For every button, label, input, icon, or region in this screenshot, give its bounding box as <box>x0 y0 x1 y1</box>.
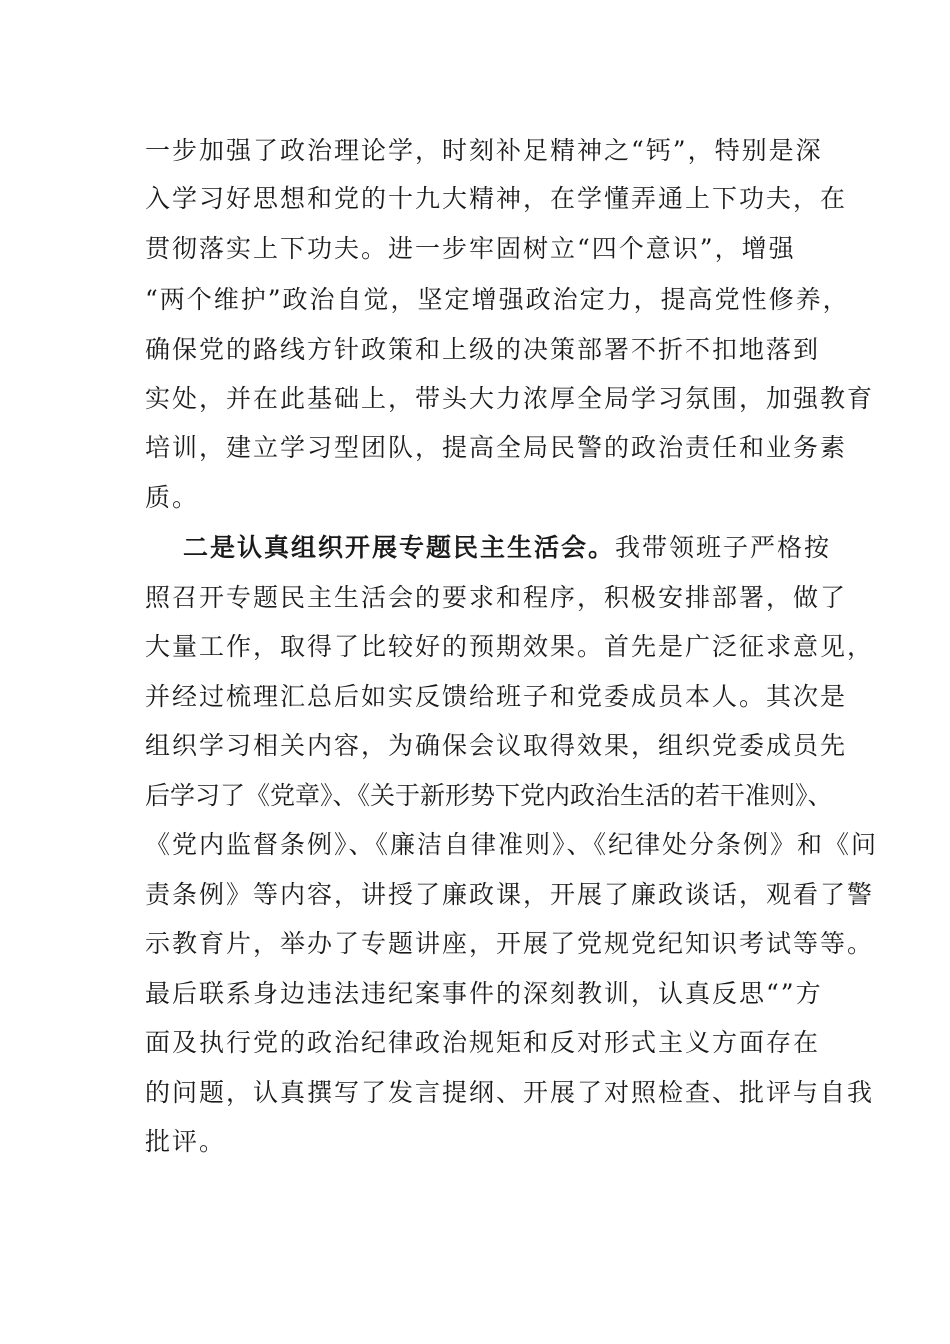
paragraph-2-line-5: 组织学习相关内容，为确保会议取得效果，组织党委成员先 <box>145 731 848 760</box>
paragraph-1-line-1: 一步加强了政治理论学，时刻补足精神之“钙”，特别是深 <box>145 136 823 165</box>
paragraph-2-line-11: 面及执行党的政治纪律政治规矩和反对形式主义方面存在 <box>145 1028 821 1057</box>
paragraph-1-line-5: 确保党的路线方针政策和上级的决策部署不折不扣地落到 <box>145 335 821 364</box>
paragraph-2-line-4: 并经过梳理汇总后如实反馈给班子和党委成员本人。其次是 <box>145 682 848 711</box>
paragraph-2-line-7: 《党内监督条例》、《廉洁自律准则》、《纪律处分条例》和《问 <box>145 830 879 859</box>
paragraph-1-line-4: “两个维护”政治自觉，坚定增强政治定力，提高党性修养， <box>145 285 850 314</box>
paragraph-2-line-8: 责条例》等内容，讲授了廉政课，开展了廉政谈话，观看了警 <box>145 880 875 909</box>
paragraph-2-line-13: 批评。 <box>145 1127 227 1156</box>
paragraph-2-first-line-rest: 我带领班子严格按 <box>615 533 832 562</box>
paragraph-1-line-3: 贯彻落实上下功夫。进一步牢固树立“四个意识”，增强 <box>145 234 796 263</box>
paragraph-1-line-6: 实处，并在此基础上，带头大力浓厚全局学习氛围，加强教育 <box>145 384 875 413</box>
paragraph-2-line-12: 的问题，认真撰写了发言提纲、开展了对照检查、批评与自我 <box>145 1078 875 1107</box>
paragraph-1-line-2: 入学习好思想和党的十九大精神，在学懂弄通上下功夫，在 <box>145 184 848 213</box>
paragraph-2-first-line <box>183 533 831 563</box>
paragraph-2-line-10: 最后联系身边违法违纪案事件的深刻教训，认真反思“”方 <box>145 979 823 1008</box>
paragraph-2-line-9: 示教育片，举办了专题讲座，开展了党规党纪知识考试等等。 <box>145 929 875 958</box>
paragraph-2-heading: 二是认真组织开展专题民主生活会。 <box>183 533 616 562</box>
paragraph-2-line-3: 大量工作，取得了比较好的预期效果。首先是广泛征求意见， <box>145 632 875 661</box>
paragraph-1-line-7: 培训，建立学习型团队，提高全局民警的政治责任和业务素 <box>145 433 848 462</box>
paragraph-2-line-6: 后学习了《党章》、《关于新形势下党内政治生活的若干准则》、 <box>145 781 833 810</box>
paragraph-2-line-2: 照召开专题民主生活会的要求和程序，积极安排部署，做了 <box>145 583 848 612</box>
paragraph-1-line-8: 质。 <box>145 483 200 512</box>
